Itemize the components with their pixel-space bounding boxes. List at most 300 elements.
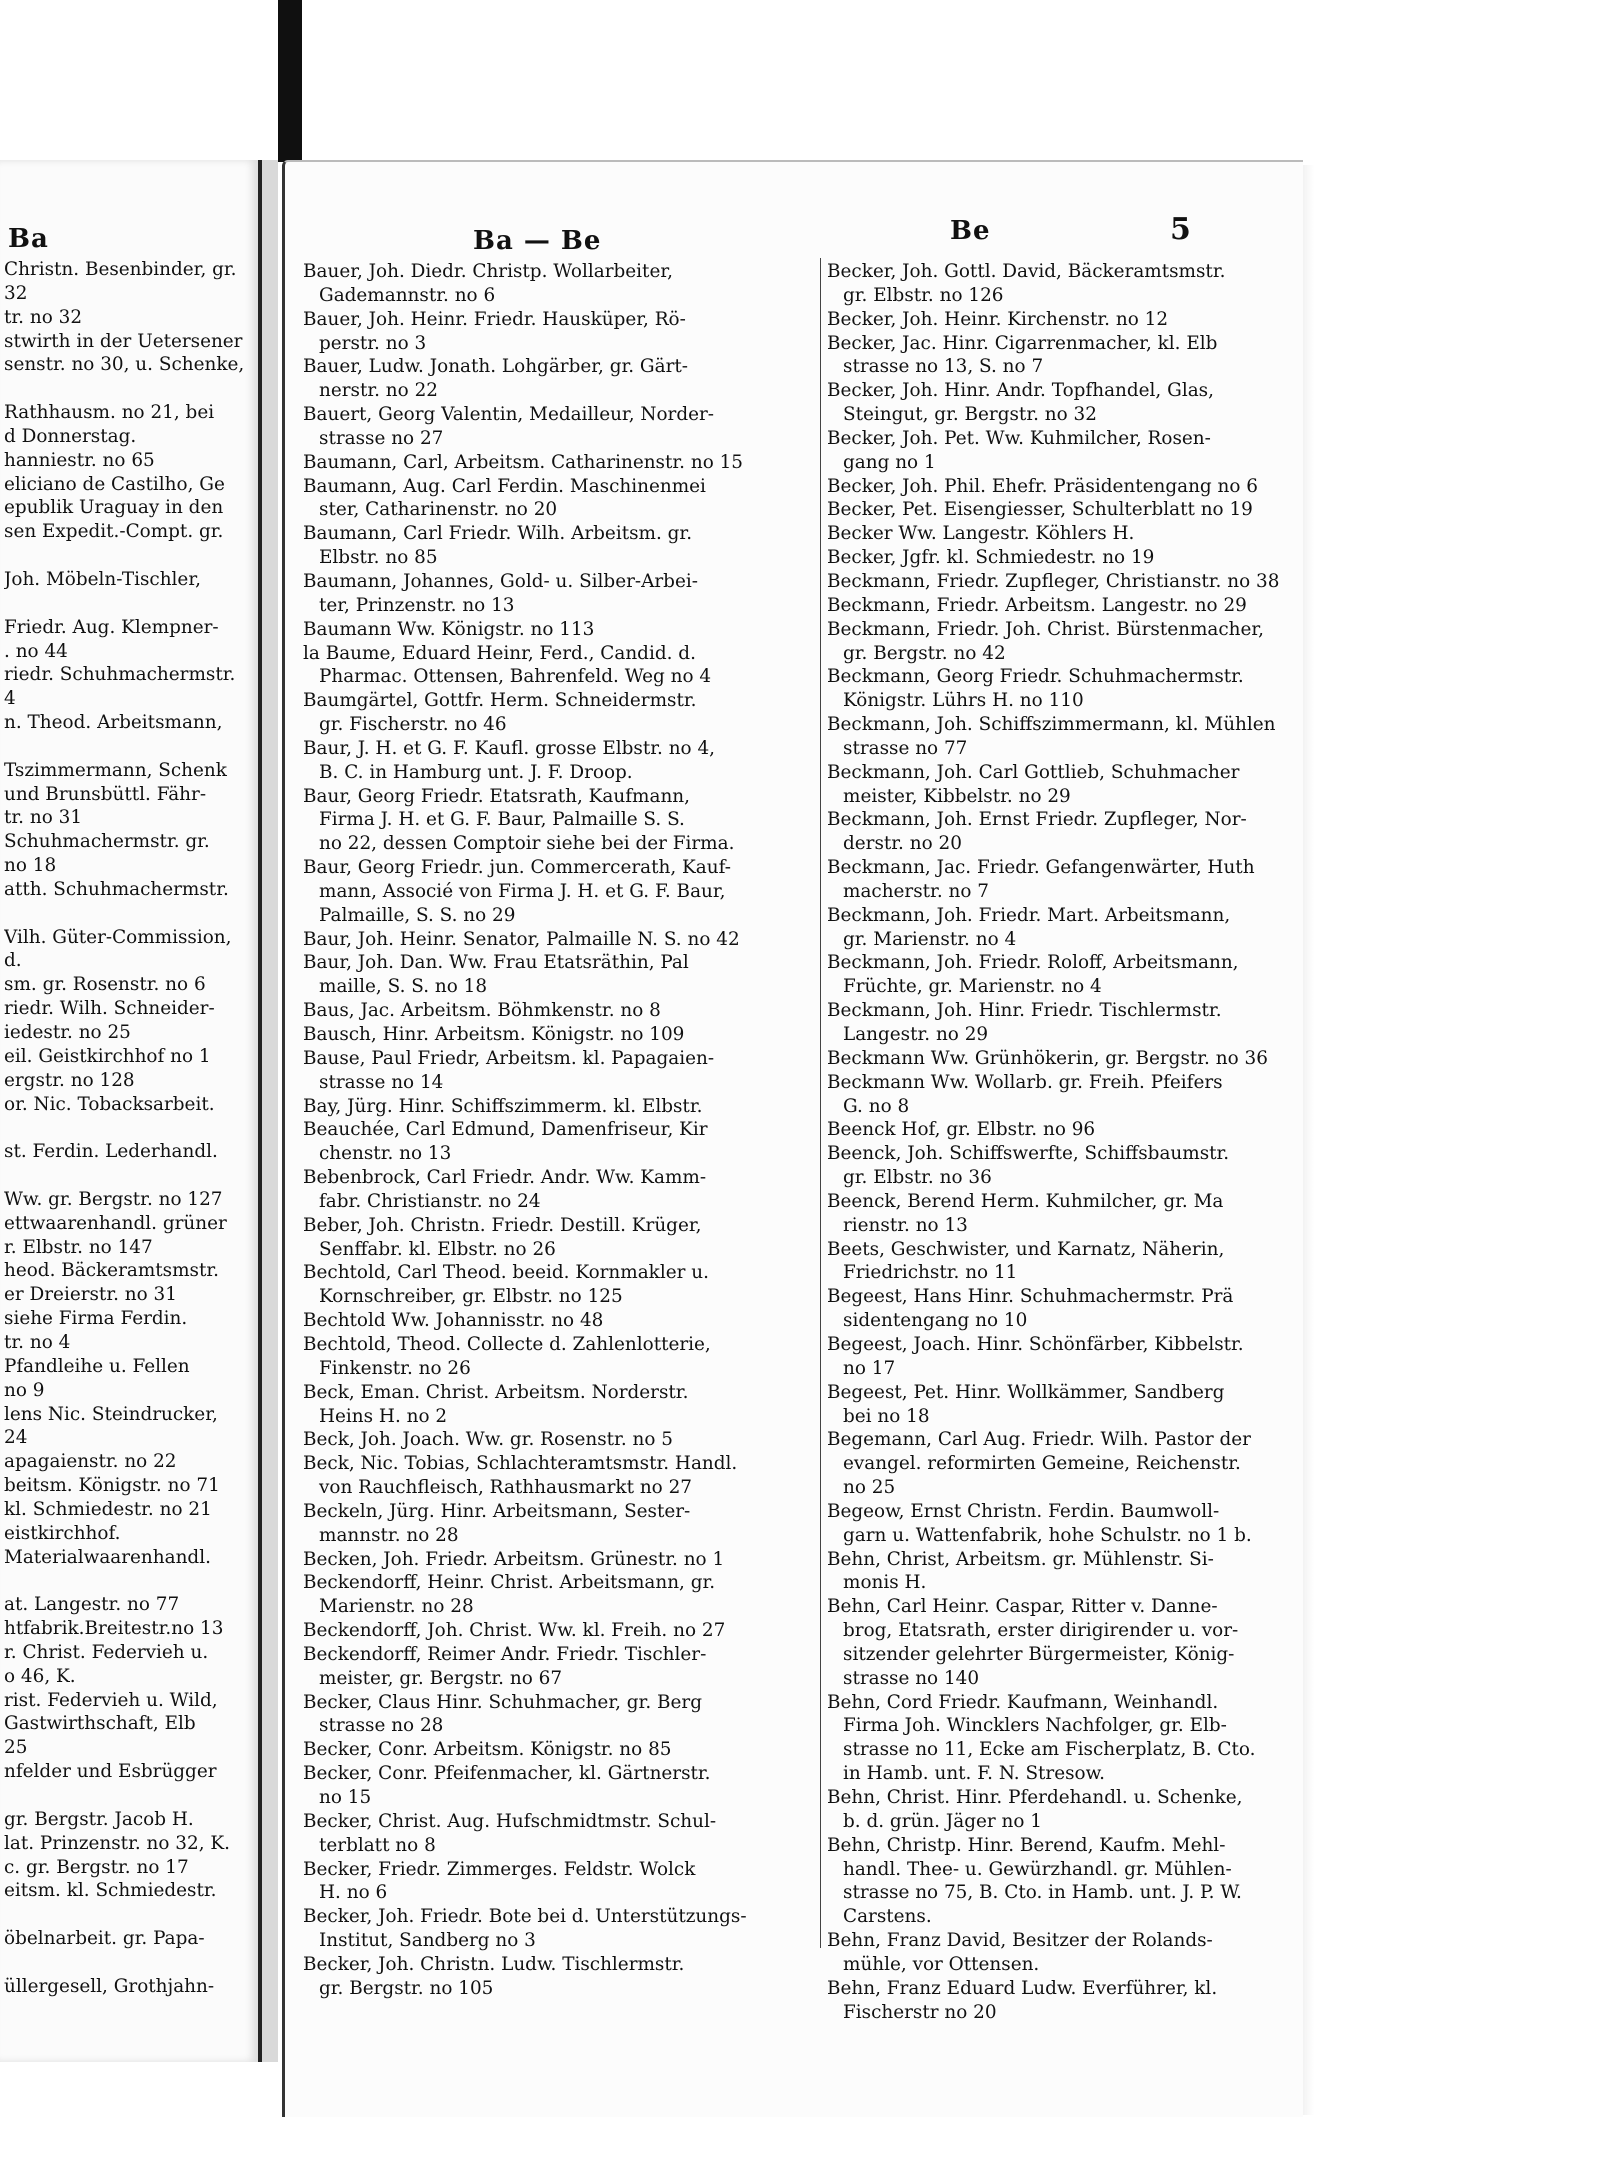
directory-entry — [827, 904, 1289, 952]
entry-line: Baumann, Carl Friedr. Wilh. Arbeitsm. gr. — [303, 523, 693, 545]
entry-line: Beckmann Ww. Wollarb. gr. Freih. Pfeifers — [827, 1071, 1223, 1093]
directory-entry — [303, 1619, 823, 1643]
running-header-right: Be — [950, 216, 991, 246]
entry-continuation-line: terblatt no 8 — [319, 1834, 436, 1856]
entry-continuation-line: strasse no 13, S. no 7 — [843, 356, 1044, 378]
entry-line: Begeow, Ernst Christn. Ferdin. Baumwoll- — [827, 1500, 1220, 1522]
directory-entry — [827, 1428, 1289, 1500]
entry-line: Bechtold, Carl Theod. beeid. Kornmakler u. — [303, 1262, 709, 1284]
directory-line-fragment: nfelder und Esbrügger — [4, 1761, 217, 1783]
entry-continuation-line: Königstr. Lührs H. no 110 — [843, 690, 1084, 712]
entry-continuation-line: Pharmac. Ottensen, Bahrenfeld. Weg no 4 — [319, 666, 712, 688]
directory-line-fragment: Joh. Möbeln-Tischler, — [4, 568, 201, 590]
directory-entry — [827, 713, 1289, 761]
directory-line-fragment: tr. no 31 — [4, 807, 83, 829]
entry-line: Behn, Christ, Arbeitsm. gr. Mühlenstr. Si- — [827, 1548, 1214, 1570]
directory-line-fragment: st. Ferdin. Lederhandl. — [4, 1141, 218, 1163]
directory-line-fragment: Vilh. Güter-Commission, — [4, 926, 232, 948]
entry-continuation-line: mühle, vor Ottensen. — [843, 1953, 1040, 1975]
directory-entry — [303, 260, 823, 308]
directory-line-fragment — [4, 1903, 254, 1927]
directory-line-fragment — [4, 1164, 254, 1188]
directory-line-fragment: sen Expedit.-Compt. gr. — [4, 521, 224, 543]
entry-line: Beckmann, Friedr. Zupfleger, Christianstr. no 38 — [827, 570, 1280, 592]
directory-line-fragment: lens Nic. Steindrucker, — [4, 1403, 218, 1425]
entry-continuation-line: G. no 8 — [843, 1095, 910, 1117]
directory-line-fragment: eliciano de Castilho, Ge — [4, 473, 225, 495]
directory-entry — [303, 1500, 823, 1548]
directory-line-fragment: r. Elbstr. no 147 — [4, 1236, 153, 1258]
entry-line: Baumann, Johannes, Gold- u. Silber-Arbei- — [303, 570, 698, 592]
entry-line: Becker, Joh. Heinr. Kirchenstr. no 12 — [827, 308, 1169, 330]
entry-continuation-line: Carstens. — [843, 1906, 932, 1928]
entry-line: Beckmann, Joh. Friedr. Roloff, Arbeitsmann, — [827, 952, 1239, 974]
directory-line-fragment: no 9 — [4, 1379, 45, 1401]
directory-line-fragment: 25 — [4, 1737, 28, 1759]
entry-line: Becker, Claus Hinr. Schuhmacher, gr. Berg — [303, 1691, 702, 1713]
entry-line: Beckmann Ww. Grünhökerin, gr. Bergstr. no 36 — [827, 1047, 1268, 1069]
directory-line-fragment: r. Christ. Federvieh u. — [4, 1641, 209, 1663]
entry-line: Beckendorff, Heinr. Christ. Arbeitsmann, gr. — [303, 1572, 716, 1594]
entry-continuation-line: bei no 18 — [843, 1405, 930, 1427]
entry-line: Bauer, Ludw. Jonath. Lohgärber, gr. Gärt- — [303, 356, 688, 378]
directory-line-fragment: no 18 — [4, 855, 57, 877]
directory-entry — [827, 1595, 1289, 1690]
directory-entry — [827, 1238, 1289, 1286]
directory-line-fragment: Friedr. Aug. Klempner- — [4, 616, 219, 638]
entry-continuation-line: sidentengang no 10 — [843, 1310, 1028, 1332]
entry-continuation-line: macherstr. no 7 — [843, 880, 989, 902]
directory-line-fragment: senstr. no 30, u. Schenke, — [4, 354, 245, 376]
directory-entry — [827, 1190, 1289, 1238]
entry-continuation-line: gr. Fischerstr. no 46 — [319, 714, 507, 736]
directory-line-fragment: er Dreierstr. no 31 — [4, 1284, 177, 1306]
entry-continuation-line: Fischerstr no 20 — [843, 2001, 997, 2023]
directory-entry — [303, 475, 823, 523]
directory-line-fragment: Schuhmachermstr. gr. — [4, 831, 210, 853]
directory-entry — [303, 1095, 823, 1119]
directory-entry — [827, 332, 1289, 380]
entry-line: la Baume, Eduard Heinr, Ferd., Candid. d. — [303, 642, 696, 664]
entry-line: Becker, Joh. Christn. Ludw. Tischlermstr. — [303, 1953, 685, 1975]
directory-entry — [303, 1905, 823, 1953]
directory-entry — [827, 308, 1289, 332]
directory-entry — [303, 999, 823, 1023]
directory-column-1 — [303, 260, 823, 2001]
entry-continuation-line: in Hamb. unt. F. N. Stresow. — [843, 1763, 1106, 1785]
directory-line-fragment: epublik Uraguay in den — [4, 497, 224, 519]
entry-line: Baur, Joh. Dan. Ww. Frau Etatsräthin, Pal — [303, 952, 689, 974]
directory-entry — [303, 951, 823, 999]
directory-line-fragment: riedr. Wilh. Schneider- — [4, 998, 215, 1020]
entry-line: Begeest, Hans Hinr. Schuhmachermstr. Prä — [827, 1286, 1234, 1308]
directory-entry — [827, 427, 1289, 475]
entry-continuation-line: mannstr. no 28 — [319, 1524, 459, 1546]
entry-continuation-line: strasse no 11, Ecke am Fischerplatz, B. Cto. — [843, 1739, 1256, 1761]
entry-line: Bechtold Ww. Johannisstr. no 48 — [303, 1310, 604, 1332]
entry-line: Beckmann, Jac. Friedr. Gefangenwärter, Huth — [827, 857, 1255, 879]
directory-entry — [303, 1047, 823, 1095]
directory-line-fragment: heod. Bäckeramtsmstr. — [4, 1260, 219, 1282]
directory-entry — [827, 546, 1289, 570]
directory-entry — [303, 1166, 823, 1214]
entry-line: Bauer, Joh. Diedr. Christp. Wollarbeiter, — [303, 261, 673, 282]
directory-line-fragment: htfabrik.Breitestr.no 13 — [4, 1618, 224, 1640]
directory-line-fragment: 32 — [4, 282, 28, 304]
entry-line: Beauchée, Carl Edmund, Damenfriseur, Kir — [303, 1119, 708, 1141]
directory-line-fragment: atth. Schuhmachermstr. — [4, 878, 229, 900]
entry-line: Begemann, Carl Aug. Friedr. Wilh. Pastor der — [827, 1429, 1251, 1451]
entry-line: Beber, Joh. Christn. Friedr. Destill. Krüger, — [303, 1214, 702, 1236]
entry-line: Beets, Geschwister, und Karnatz, Näherin, — [827, 1238, 1225, 1260]
directory-line-fragment: gr. Bergstr. Jacob H. — [4, 1808, 194, 1830]
entry-line: Begeest, Joach. Hinr. Schönfärber, Kibbelstr. — [827, 1333, 1244, 1355]
entry-line: Becken, Joh. Friedr. Arbeitsm. Grünestr. no 1 — [303, 1548, 725, 1570]
directory-line-fragment: iedestr. no 25 — [4, 1022, 131, 1043]
directory-line-fragment: 24 — [4, 1427, 28, 1449]
directory-line-fragment: c. gr. Bergstr. no 17 — [4, 1856, 189, 1878]
entry-line: Becker Ww. Langestr. Köhlers H. — [827, 523, 1135, 545]
entry-line: Behn, Cord Friedr. Kaufmann, Weinhandl. — [827, 1691, 1219, 1713]
entry-continuation-line: monis H. — [843, 1572, 927, 1594]
entry-continuation-line: gr. Marienstr. no 4 — [843, 928, 1017, 950]
directory-entry — [827, 260, 1289, 308]
directory-line-fragment — [4, 735, 254, 759]
directory-entry — [303, 642, 823, 690]
entry-line: Bauer, Joh. Heinr. Friedr. Hausküper, Rö- — [303, 308, 686, 330]
entry-continuation-line: garn u. Wattenfabrik, hohe Schulstr. no 1 b. — [843, 1524, 1252, 1546]
directory-line-fragment — [4, 544, 254, 568]
entry-continuation-line: Senffabr. kl. Elbstr. no 26 — [319, 1238, 556, 1260]
entry-continuation-line: sitzender gelehrter Bürgermeister, König- — [843, 1643, 1235, 1665]
directory-entry — [303, 1333, 823, 1381]
entry-line: Beckmann, Joh. Friedr. Mart. Arbeitsmann, — [827, 904, 1231, 926]
entry-continuation-line: von Rauchfleisch, Rathhausmarkt no 27 — [319, 1477, 692, 1499]
entry-continuation-line: no 25 — [843, 1477, 896, 1499]
directory-entry — [303, 522, 823, 570]
directory-entry — [303, 928, 823, 952]
directory-line-fragment: apagaienstr. no 22 — [4, 1451, 177, 1473]
entry-line: Bay, Jürg. Hinr. Schiffszimmerm. kl. Elbstr. — [303, 1095, 703, 1117]
entry-line: Becker, Joh. Hinr. Andr. Topfhandel, Glas, — [827, 380, 1214, 402]
directory-line-fragment: beitsm. Königstr. no 71 — [4, 1475, 220, 1497]
directory-entry — [303, 618, 823, 642]
directory-entry — [303, 1452, 823, 1500]
directory-entry — [827, 1333, 1289, 1381]
entry-line: Beck, Nic. Tobias, Schlachteramtsmstr. Handl. — [303, 1453, 738, 1475]
right-page — [282, 160, 1303, 2117]
entry-continuation-line: meister, Kibbelstr. no 29 — [843, 785, 1071, 807]
directory-entry — [303, 1261, 823, 1309]
directory-entry — [827, 1500, 1289, 1548]
directory-entry — [827, 594, 1289, 618]
page-number: 5 — [1170, 212, 1192, 247]
entry-line: Becker, Jgfr. kl. Schmiedestr. no 19 — [827, 547, 1155, 569]
entry-continuation-line: brog, Etatsrath, erster dirigirender u. vor- — [843, 1620, 1239, 1642]
entry-continuation-line: no 22, dessen Comptoir siehe bei der Firma. — [319, 833, 735, 855]
entry-continuation-line: Firma Joh. Wincklers Nachfolger, gr. Elb- — [843, 1715, 1227, 1737]
directory-line-fragment: o 46, K. — [4, 1665, 76, 1687]
entry-continuation-line: strasse no 28 — [319, 1715, 444, 1737]
directory-line-fragment: riedr. Schuhmachermstr. — [4, 664, 236, 686]
entry-line: Baumann, Aug. Carl Ferdin. Maschinenmei — [303, 475, 706, 497]
directory-entry — [303, 1953, 823, 2001]
entry-line: Beckmann, Joh. Ernst Friedr. Zupfleger, Nor- — [827, 809, 1247, 831]
directory-entry — [303, 1810, 823, 1858]
directory-entry — [827, 1834, 1289, 1929]
directory-entry — [827, 665, 1289, 713]
directory-entry — [303, 570, 823, 618]
directory-entry — [827, 951, 1289, 999]
directory-entry — [827, 1548, 1289, 1596]
directory-entry — [827, 618, 1289, 666]
entry-continuation-line: strasse no 27 — [319, 427, 444, 449]
entry-continuation-line: Palmaille, S. S. no 29 — [319, 904, 516, 926]
directory-entry — [827, 761, 1289, 809]
entry-continuation-line: strasse no 75, B. Cto. in Hamb. unt. J. P. W. — [843, 1882, 1242, 1904]
entry-line: Baur, Georg Friedr. Etatsrath, Kaufmann, — [303, 785, 690, 807]
entry-line: Becker, Joh. Friedr. Bote bei d. Unterstützungs- — [303, 1906, 747, 1928]
entry-line: Begeest, Pet. Hinr. Wollkämmer, Sandberg — [827, 1381, 1225, 1403]
entry-continuation-line: chenstr. no 13 — [319, 1143, 452, 1165]
directory-entry — [303, 737, 823, 785]
directory-line-fragment — [4, 1784, 254, 1808]
entry-line: Beckmann, Joh. Carl Gottlieb, Schuhmacher — [827, 761, 1240, 783]
directory-line-fragment — [4, 902, 254, 926]
page-gutter — [262, 160, 278, 2062]
entry-line: Baumann Ww. Königstr. no 113 — [303, 618, 595, 640]
directory-line-fragment — [4, 1116, 254, 1140]
entry-line: Baus, Jac. Arbeitsm. Böhmkenstr. no 8 — [303, 1000, 661, 1022]
directory-line-fragment — [4, 1951, 254, 1975]
entry-line: Baumann, Carl, Arbeitsm. Catharinenstr. no 15 — [303, 451, 744, 473]
entry-continuation-line: strasse no 140 — [843, 1667, 980, 1689]
entry-line: Becker, Conr. Pfeifenmacher, kl. Gärtnerstr. — [303, 1763, 711, 1785]
entry-line: Beckmann, Joh. Hinr. Friedr. Tischlermstr. — [827, 1000, 1222, 1022]
entry-line: Bausch, Hinr. Arbeitsm. Königstr. no 109 — [303, 1024, 685, 1045]
directory-line-fragment — [4, 377, 254, 401]
entry-continuation-line: nerstr. no 22 — [319, 380, 438, 402]
directory-line-fragment: tr. no 32 — [4, 306, 83, 328]
directory-entry — [827, 1786, 1289, 1834]
entry-line: Bebenbrock, Carl Friedr. Andr. Ww. Kamm- — [303, 1167, 707, 1189]
directory-entry — [827, 475, 1289, 499]
directory-line-fragment: 4 — [4, 688, 16, 710]
entry-continuation-line: Früchte, gr. Marienstr. no 4 — [843, 976, 1102, 998]
entry-line: Bechtold, Theod. Collecte d. Zahlenlotterie, — [303, 1333, 711, 1355]
directory-line-fragment: Rathhausm. no 21, bei — [4, 402, 215, 424]
directory-line-fragment: d Donnerstag. — [4, 425, 137, 447]
directory-entry — [303, 1023, 823, 1047]
entry-continuation-line: B. C. in Hamburg unt. J. F. Droop. — [319, 761, 633, 783]
entry-line: Beckmann, Georg Friedr. Schuhmachermstr. — [827, 666, 1244, 688]
left-page-header: Ba — [8, 224, 49, 254]
entry-line: Becker, Joh. Pet. Ww. Kuhmilcher, Rosen- — [827, 427, 1211, 449]
entry-continuation-line: rienstr. no 13 — [843, 1214, 968, 1236]
directory-line-fragment: ettwaarenhandl. grüner — [4, 1212, 227, 1234]
directory-line-fragment: üllergesell, Grothjahn- — [4, 1975, 215, 1997]
entry-continuation-line: gr. Bergstr. no 105 — [319, 1977, 494, 1999]
entry-continuation-line: mann, Associé von Firma J. H. et G. F. Baur, — [319, 880, 726, 902]
directory-entry — [303, 1428, 823, 1452]
directory-line-fragment: or. Nic. Tobacksarbeit. — [4, 1093, 215, 1115]
directory-line-fragment: rist. Federvieh u. Wild, — [4, 1689, 218, 1711]
directory-entry — [827, 1977, 1289, 2025]
directory-entry — [303, 1691, 823, 1739]
directory-entry — [303, 1762, 823, 1810]
entry-line: Baur, Joh. Heinr. Senator, Palmaille N. S. no 42 — [303, 928, 740, 950]
entry-continuation-line: meister, gr. Bergstr. no 67 — [319, 1667, 563, 1689]
directory-line-fragment: hanniestr. no 65 — [4, 449, 155, 471]
entry-line: Baur, Georg Friedr. jun. Commercerath, Kauf- — [303, 857, 731, 879]
directory-column-2 — [827, 260, 1289, 2024]
directory-entry — [303, 403, 823, 451]
entry-continuation-line: Steingut, gr. Bergstr. no 32 — [843, 404, 1097, 426]
entry-line: Becker, Jac. Hinr. Cigarrenmacher, kl. Elb — [827, 332, 1218, 354]
directory-entry — [827, 1142, 1289, 1190]
entry-line: Beenck, Joh. Schiffswerfte, Schiffsbaumstr. — [827, 1143, 1230, 1165]
directory-entry — [827, 522, 1289, 546]
directory-line-fragment: eistkirchhof. — [4, 1522, 121, 1544]
directory-line-fragment: ergstr. no 128 — [4, 1069, 135, 1091]
directory-line-fragment: und Brunsbüttl. Fähr- — [4, 783, 207, 805]
entry-continuation-line: b. d. grün. Jäger no 1 — [843, 1810, 1042, 1832]
entry-line: Becker, Christ. Aug. Hufschmidtmstr. Schul- — [303, 1810, 717, 1832]
directory-entry — [303, 689, 823, 737]
directory-entry — [827, 1381, 1289, 1429]
entry-continuation-line: maille, S. S. no 18 — [319, 976, 488, 998]
entry-line: Beckmann, Friedr. Arbeitsm. Langestr. no 29 — [827, 594, 1247, 616]
entry-line: Bause, Paul Friedr, Arbeitsm. kl. Papagaien- — [303, 1047, 715, 1069]
directory-line-fragment: eitsm. kl. Schmiedestr. — [4, 1880, 217, 1902]
entry-continuation-line: gr. Elbstr. no 36 — [843, 1167, 992, 1189]
entry-continuation-line: Friedrichstr. no 11 — [843, 1262, 1018, 1284]
entry-continuation-line: evangel. reformirten Gemeine, Reichenstr. — [843, 1453, 1241, 1475]
entry-continuation-line: no 15 — [319, 1787, 372, 1808]
directory-line-fragment: . no 44 — [4, 640, 68, 662]
entry-continuation-line: Institut, Sandberg no 3 — [319, 1930, 536, 1952]
directory-entry — [303, 308, 823, 356]
entry-continuation-line: gr. Elbstr. no 126 — [843, 284, 1004, 306]
directory-line-fragment — [4, 592, 254, 616]
entry-continuation-line: strasse no 14 — [319, 1071, 444, 1093]
entry-line: Behn, Franz David, Besitzer der Rolands- — [827, 1930, 1213, 1952]
entry-continuation-line: gang no 1 — [843, 451, 936, 473]
entry-continuation-line: Finkenstr. no 26 — [319, 1357, 471, 1379]
directory-line-fragment: tr. no 4 — [4, 1331, 71, 1353]
directory-entry — [303, 1309, 823, 1333]
entry-line: Beck, Eman. Christ. Arbeitsm. Norderstr. — [303, 1381, 689, 1403]
directory-entry — [303, 1643, 823, 1691]
left-page — [0, 160, 262, 2062]
entry-line: Becker, Joh. Gottl. David, Bäckeramtsmstr. — [827, 261, 1226, 282]
directory-entry — [303, 1118, 823, 1166]
directory-line-fragment: lat. Prinzenstr. no 32, K. — [4, 1832, 230, 1854]
entry-continuation-line: Heins H. no 2 — [319, 1405, 448, 1427]
directory-entry — [827, 498, 1289, 522]
entry-continuation-line: Langestr. no 29 — [843, 1024, 989, 1045]
entry-continuation-line: fabr. Christianstr. no 24 — [319, 1190, 541, 1212]
directory-line-fragment: siehe Firma Ferdin. — [4, 1308, 188, 1330]
entry-continuation-line: H. no 6 — [319, 1882, 388, 1904]
entry-line: Becker, Friedr. Zimmerges. Feldstr. Wolck — [303, 1858, 696, 1880]
entry-continuation-line: handl. Thee- u. Gewürzhandl. gr. Mühlen- — [843, 1858, 1232, 1880]
directory-entry — [827, 1047, 1289, 1071]
running-header-left: Ba — Be — [473, 226, 602, 256]
directory-line-fragment: Pfandleihe u. Fellen — [4, 1355, 190, 1377]
directory-entry — [827, 1285, 1289, 1333]
entry-line: Becker, Pet. Eisengiesser, Schulterblatt no 19 — [827, 499, 1253, 521]
entry-line: Becker, Conr. Arbeitsm. Königstr. no 85 — [303, 1739, 672, 1761]
directory-line-fragment: stwirth in der Uetersener — [4, 330, 243, 352]
directory-line-fragment: d. — [4, 950, 22, 972]
entry-continuation-line: Gademannstr. no 6 — [319, 284, 496, 306]
directory-entry — [827, 379, 1289, 427]
directory-line-fragment: Christn. Besenbinder, gr. — [4, 259, 237, 280]
directory-entry — [827, 856, 1289, 904]
entry-line: Baumgärtel, Gottfr. Herm. Schneidermstr. — [303, 690, 697, 712]
left-page-column — [4, 258, 254, 1999]
directory-entry — [827, 999, 1289, 1047]
entry-continuation-line: gr. Bergstr. no 42 — [843, 642, 1006, 664]
entry-line: Behn, Christp. Hinr. Berend, Kaufm. Mehl- — [827, 1834, 1226, 1856]
entry-line: Bauert, Georg Valentin, Medailleur, Norder- — [303, 404, 715, 426]
directory-line-fragment: Gastwirthschaft, Elb — [4, 1713, 196, 1735]
book-spine — [278, 0, 302, 162]
directory-entry — [827, 570, 1289, 594]
entry-line: Behn, Franz Eduard Ludw. Everführer, kl. — [827, 1977, 1218, 1999]
directory-entry — [303, 1738, 823, 1762]
entry-line: Beckendorff, Reimer Andr. Friedr. Tischler- — [303, 1643, 707, 1665]
directory-entry — [827, 1929, 1289, 1977]
entry-line: Beckendorff, Joh. Christ. Ww. kl. Freih. no 27 — [303, 1620, 726, 1642]
directory-line-fragment: Materialwaarenhandl. — [4, 1546, 211, 1568]
directory-line-fragment: eil. Geistkirchhof no 1 — [4, 1045, 211, 1067]
directory-entry — [303, 1214, 823, 1262]
directory-entry — [303, 355, 823, 403]
entry-continuation-line: no 17 — [843, 1357, 896, 1379]
entry-continuation-line: ster, Catharinenstr. no 20 — [319, 499, 558, 521]
directory-entry — [303, 1571, 823, 1619]
entry-line: Behn, Carl Heinr. Caspar, Ritter v. Danne- — [827, 1596, 1218, 1618]
directory-entry — [303, 785, 823, 857]
directory-line-fragment — [4, 1569, 254, 1593]
directory-line-fragment: öbelnarbeit. gr. Papa- — [4, 1928, 205, 1950]
entry-line: Beck, Joh. Joach. Ww. gr. Rosenstr. no 5 — [303, 1429, 673, 1451]
directory-entry — [303, 1381, 823, 1429]
entry-line: Beckeln, Jürg. Hinr. Arbeitsmann, Sester- — [303, 1500, 691, 1522]
directory-entry — [303, 451, 823, 475]
directory-line-fragment: kl. Schmiedestr. no 21 — [4, 1498, 212, 1520]
entry-line: Beenck Hof, gr. Elbstr. no 96 — [827, 1119, 1096, 1141]
directory-entry — [827, 1071, 1289, 1119]
entry-continuation-line: perstr. no 3 — [319, 332, 427, 354]
directory-entry — [303, 1548, 823, 1572]
directory-line-fragment: sm. gr. Rosenstr. no 6 — [4, 974, 206, 996]
directory-entry — [827, 808, 1289, 856]
directory-line-fragment: Ww. gr. Bergstr. no 127 — [4, 1188, 223, 1210]
directory-line-fragment: Tszimmermann, Schenk — [4, 759, 227, 781]
entry-continuation-line: strasse no 77 — [843, 737, 968, 759]
entry-line: Beckmann, Friedr. Joh. Christ. Bürstenmacher, — [827, 618, 1265, 640]
entry-continuation-line: Elbstr. no 85 — [319, 547, 438, 569]
directory-line-fragment: n. Theod. Arbeitsmann, — [4, 712, 223, 734]
entry-continuation-line: ter, Prinzenstr. no 13 — [319, 594, 515, 616]
directory-entry — [827, 1118, 1289, 1142]
entry-line: Becker, Joh. Phil. Ehefr. Präsidentengang no 6 — [827, 475, 1258, 497]
entry-line: Behn, Christ. Hinr. Pferdehandl. u. Schenke, — [827, 1787, 1243, 1808]
directory-entry — [303, 1858, 823, 1906]
